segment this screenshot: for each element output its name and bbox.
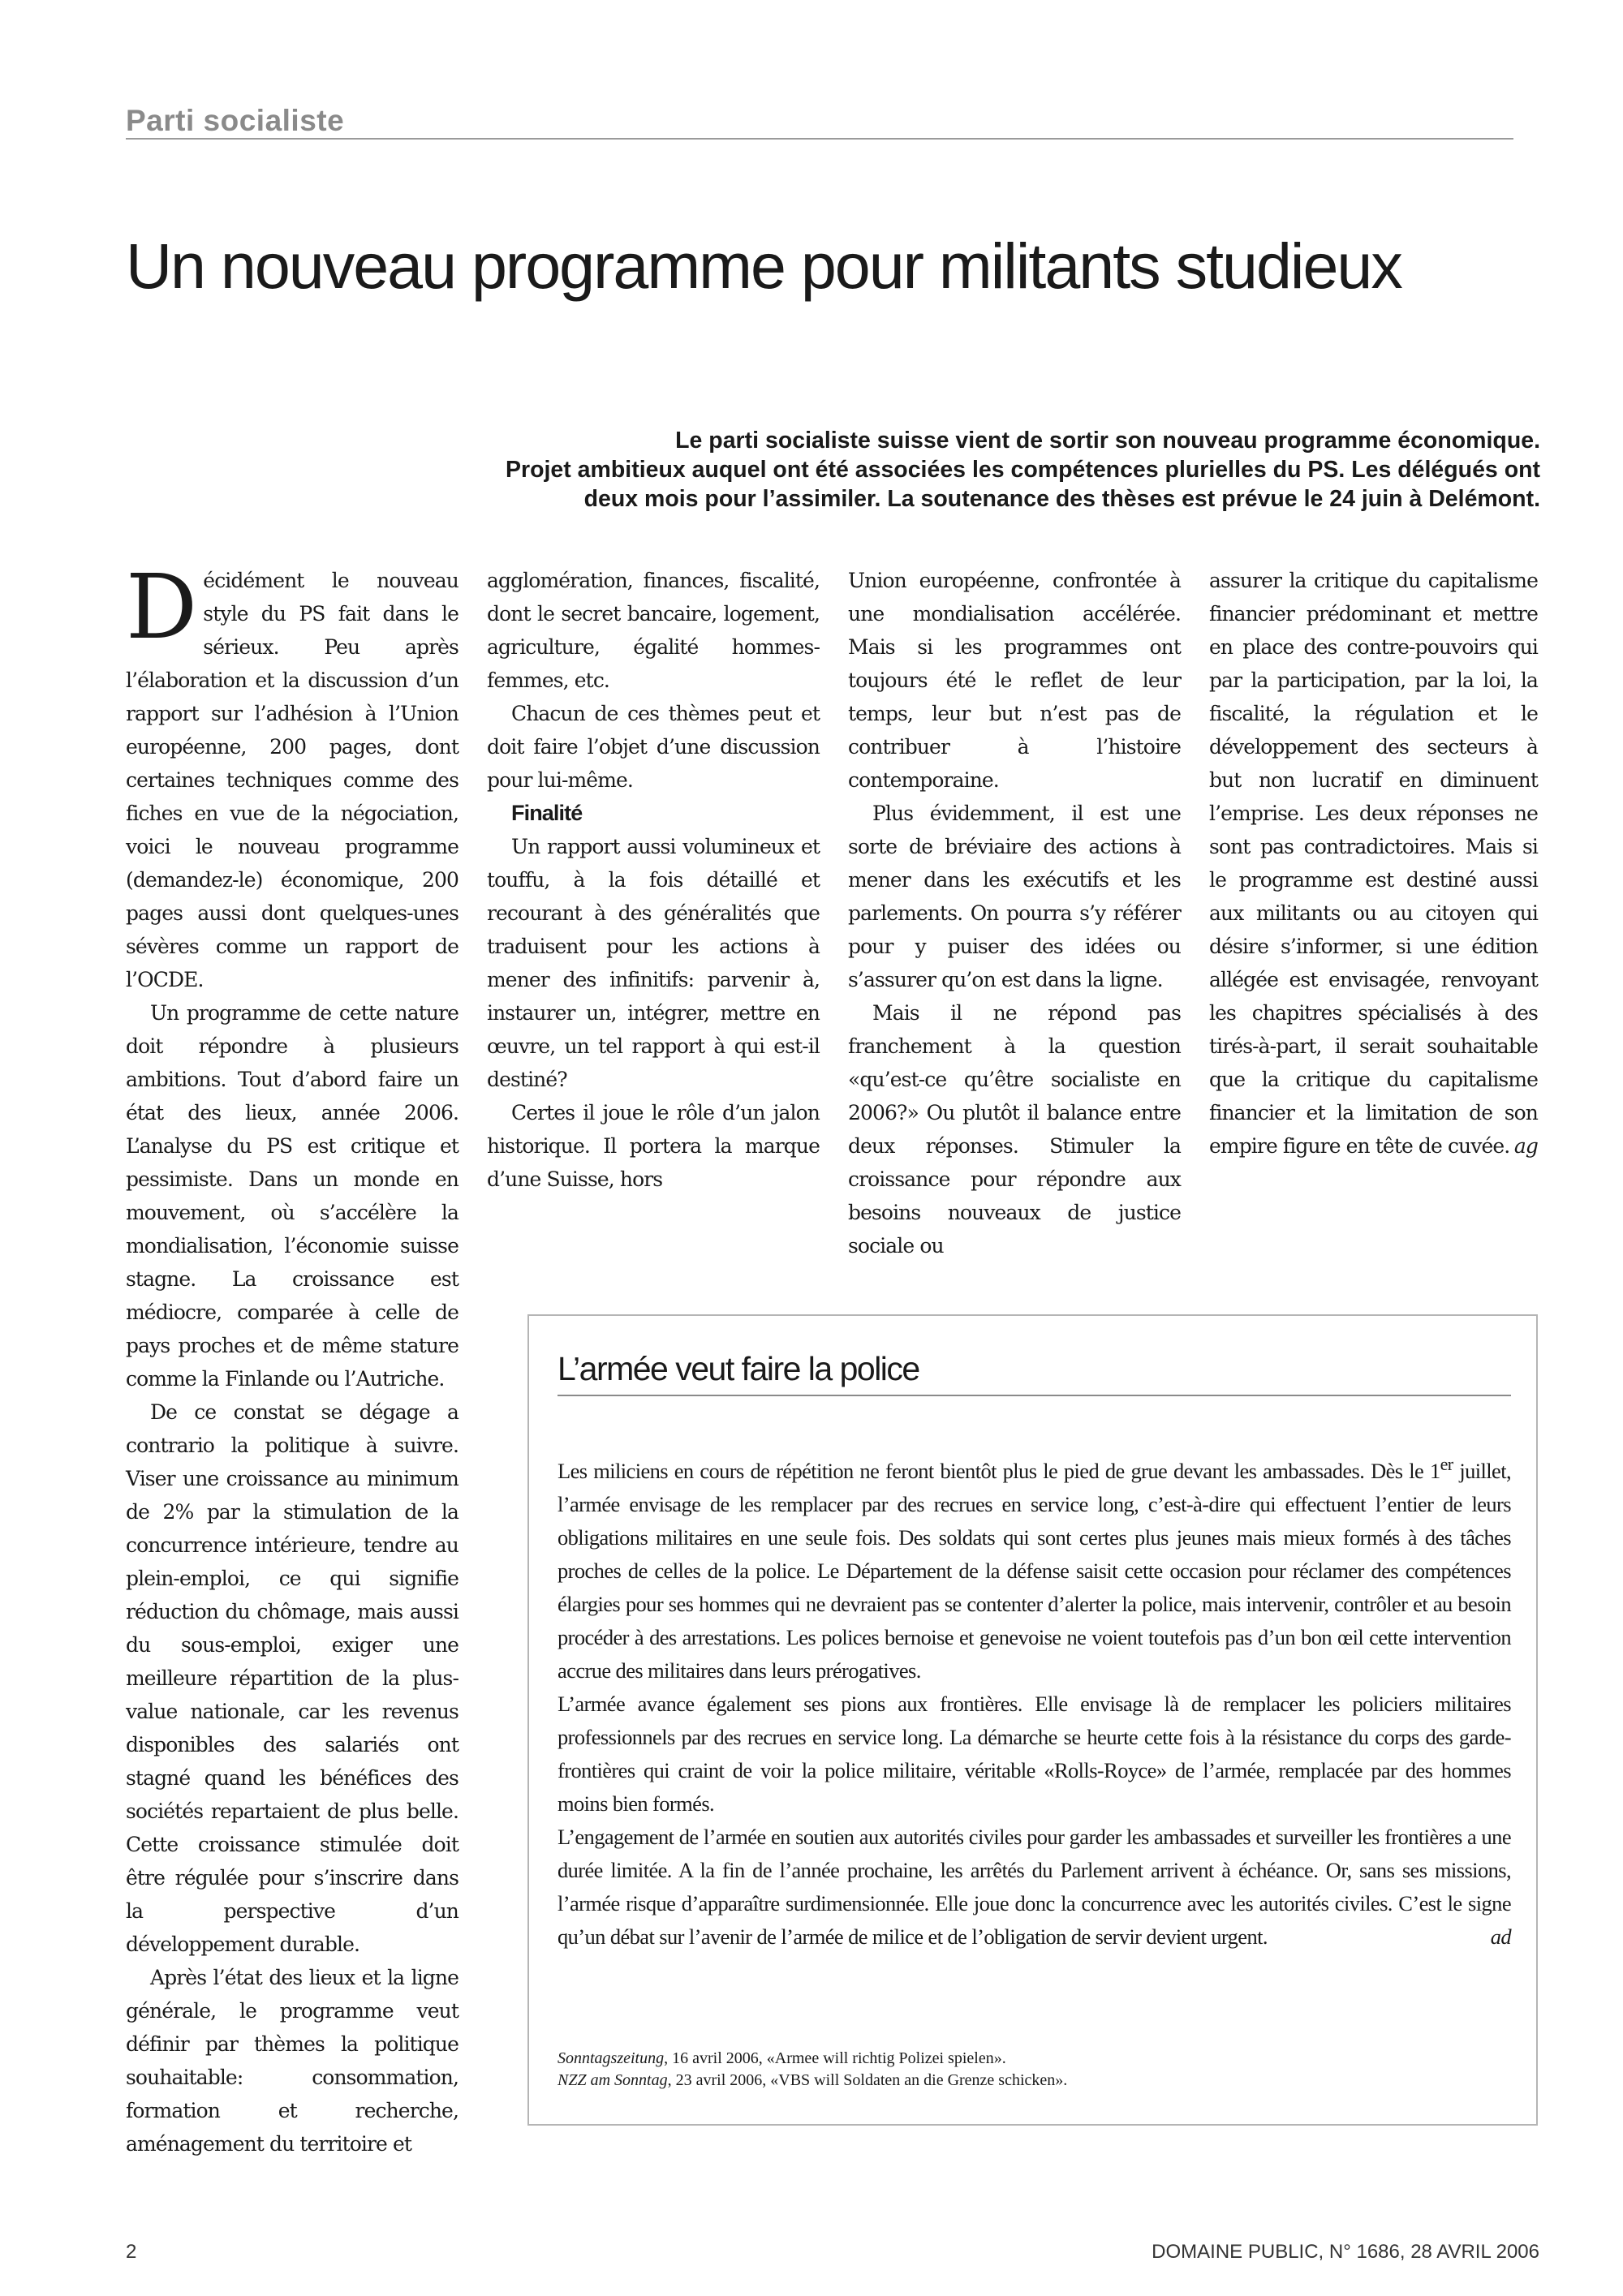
- paragraph: Décidément le nouveau style du PS fait dans le sérieux. Peu après l’élaboration et la discussion d’un rapport sur l’adhésion à l’Union européenne, 200 pages, dont certaines techniques comme des fiches en vue de la négociation, voici le nouveau programme (demandez-le) économique, 200 pages aussi dont quelques-unes sévères comme un rapport de l’OCDE.: [126, 555, 458, 991]
- section-header: [126, 88, 1513, 140]
- author-signature: ad: [1490, 1924, 1511, 1949]
- paragraph: Mais il ne répond pas franchement à la question «qu’est-ce qu’être socialiste en 2006?» Ou plutôt il balance entre deux réponses. Stimuler la croissance pour répondre aux besoins nouveaux de justice sociale ou: [848, 1001, 1181, 1258]
- article-lede: [161, 426, 1540, 514]
- paragraph: L’armée avance également ses pions aux frontières. Elle envisage là de remplacer les policiers militaires professionnels par des recrues en service long. La démarche se heurte cette fois à la résistance du corps des garde-frontières qui craint de voir la police militaire, véritable «Rolls-Royce» de l’armée, remplacée par des hommes moins bien formés.: [558, 1691, 1511, 1816]
- paragraph: Chacun de ces thèmes peut et doit faire l’objet d’une discussion pour lui-même.: [487, 702, 820, 792]
- text-column-1: [126, 555, 458, 2170]
- paragraph: Après l’état des lieux et la ligne générale, le programme veut définir par thèmes la politique souhaitable: consommation, formation et recherche, aménagement du territoire et: [126, 1966, 458, 2156]
- paragraph: agglomération, finances, fiscalité, dont le secret bancaire, logement, agriculture, égalité hommes-femmes, etc.: [487, 569, 820, 692]
- author-signature: ag: [1513, 1134, 1538, 1158]
- sidebar-box: [527, 1314, 1538, 2126]
- paragraph: Certes il joue le rôle d’un jalon historique. Il portera la marque d’une Suisse, hors: [487, 1101, 820, 1191]
- subheading: Finalité: [511, 801, 583, 825]
- paragraph: L’engagement de l’armée en soutien aux autorités civiles pour garder les ambassades et surveiller les frontières a une durée limitée. A la fin de l’année prochaine, les arrêtés du Parlement arrivent à échéance. Or, sans ses missions, l’armée risque d’apparaître surdimensionnée. Elle joue donc la concurrence avec les autorités civiles. C’est le signe qu’un débat sur l’avenir de l’armée de milice et de l’obligation de servir devient urgent. ad: [558, 1821, 1511, 1954]
- superscript: er: [1440, 1454, 1453, 1474]
- paragraph: Un programme de cette nature doit répondre à plusieurs ambitions. Tout d’abord faire un état des lieux, année 2006. L’analyse du PS est critique et pessimiste. Dans un monde en mouvement, où s’accélère la mondialisation, l’économie suisse stagne. La croissance est médiocre, comparée à celle de pays proches et de même stature comme la Finlande ou l’Autriche.: [126, 1001, 458, 1391]
- paragraph: De ce constat se dégage a contrario la politique à suivre. Viser une croissance au minimum de 2% par la stimulation de la concurrence intérieure, tendre au plein-emploi, ce qui signifie réduction du chômage, mais aussi du sous-emploi, exiger une meilleure répartition de la plus-value nationale, car les revenus disponibles des salariés ont stagné quand les bénéfices des sociétés repartaient de plus belle. Cette croissance stimulée doit être régulée pour s’inscrire dans la perspective d’un développement durable.: [126, 1400, 458, 1956]
- source-item: Sonntagszeitung, 16 avril 2006, «Armee will richtig Polizei spielen».: [558, 2049, 1006, 2067]
- page-number: 2: [126, 2241, 137, 2263]
- paragraph: Un rapport aussi volumineux et touffu, à la fois détaillé et recourant à des généralités que traduisent pour les actions à mener des infinitifs: parvenir à, instaurer un, intégrer, mettre en œuvre, un tel rapport à qui est-il destiné?: [487, 835, 820, 1091]
- sidebar-body: [558, 1447, 1511, 1954]
- drop-cap: D: [126, 555, 197, 659]
- source-item: NZZ am Sonntag, 23 avril 2006, «VBS will Soldaten an die Grenze schicken».: [558, 2071, 1068, 2089]
- paragraph: Plus évidemment, il est une sorte de bréviaire des actions à mener dans les exécutifs et les parlements. On pourra s’y référer pour y puiser des idées ou s’assurer qu’on est dans la ligne.: [848, 802, 1181, 991]
- paragraph: assurer la critique du capitalisme financier prédominant et mettre en place des contre-pouvoirs qui par la participation, par la loi, la fiscalité, la régulation et le développement des secteurs à but non lucratif en diminuent l’emprise. Les deux réponses ne sont pas contradictoires. Mais si le programme est destiné aussi aux militants ou au citoyen qui désire s’informer, si une édition allégée est envisagée, renvoyant les chapitres spécialisés à des tirés-à-part, il serait souhaitable que la critique du capitalisme financier et la limitation de son empire figure en tête de cuvée. ag: [1209, 564, 1538, 1163]
- lede-line: Le parti socialiste suisse vient de sortir son nouveau programme économique.: [675, 428, 1540, 454]
- text-column-3: [848, 564, 1181, 1258]
- lede-line: Projet ambitieux auquel ont été associées les compétences plurielles du PS. Les délégués ont: [506, 457, 1540, 483]
- issue-info: DOMAINE PUBLIC, N° 1686, 28 AVRIL 2006: [1152, 2241, 1539, 2263]
- sidebar-title: L’armée veut faire la police: [558, 1350, 1511, 1396]
- sources-list: [558, 2048, 1511, 2092]
- text-column-4: [1209, 564, 1538, 1229]
- paragraph: Union européenne, confrontée à une mondialisation accélérée. Mais si les programmes ont toujours été le reflet de leur temps, leur but n’est pas de contribuer à l’histoire contemporaine.: [848, 569, 1181, 792]
- lede-line: deux mois pour l’assimiler. La soutenance des thèses est prévue le 24 juin à Delémont.: [583, 486, 1540, 512]
- section-label: Parti socialiste: [126, 104, 345, 137]
- article-headline: Un nouveau programme pour militants studieux: [126, 230, 1401, 302]
- text-column-2: [487, 564, 820, 1229]
- paragraph: Les miliciens en cours de répétition ne feront bientôt plus le pied de grue devant les ambassades. Dès le 1er juillet, l’armée envisage de les remplacer par des recrues en service long, c’est-à-dire qui effectuent l’entier de leurs obligations militaires en une seule fois. Des soldats qui sont certes plus jeunes mais mieux formés à des tâches proches de celles de la police. Le Département de la défense saisit cette occasion pour réclamer des compétences élargies pour ses hommes qui ne devraient pas se contenter d’alerter la police, mais intervenir, contrôler et au besoin procéder à des arrestations. Les polices bernoise et genevoise ne voient toutefois pas d’un bon œil cette intervention accrue des militaires dans leurs prérogatives.: [558, 1454, 1511, 1683]
